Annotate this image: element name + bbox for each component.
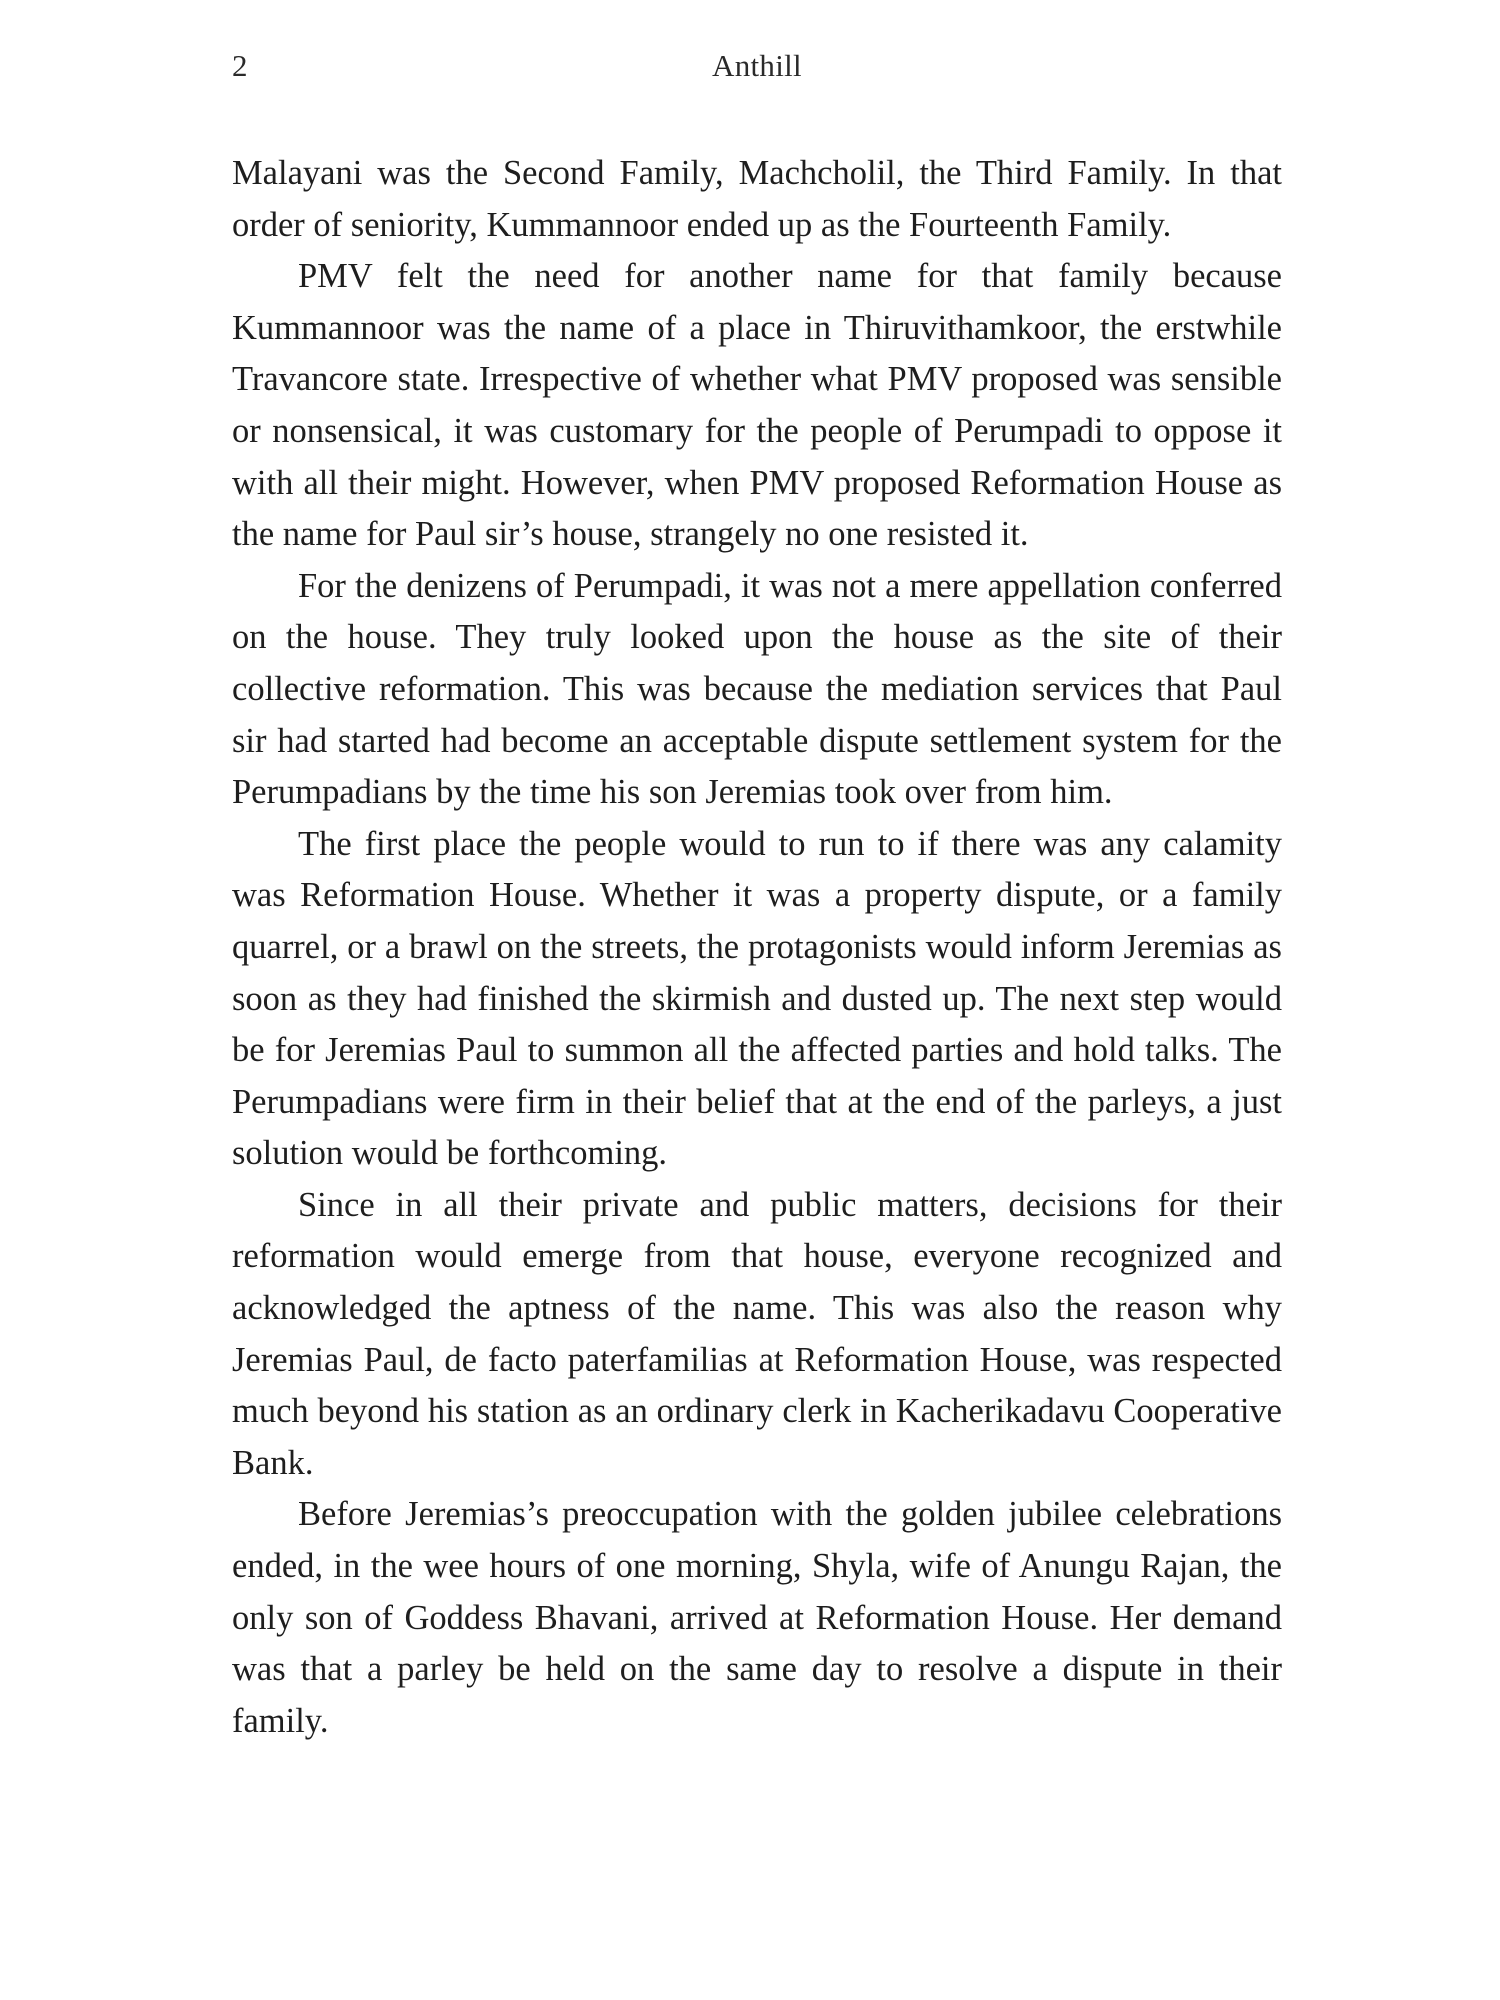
paragraph-3: For the denizens of Perumpadi, it was not a mere appellation conferred on the house. They truly looked upon the house as the site of their collective reformation. This was because the mediation services that Paul sir had started had become an acceptable dispute settlement system for the Perumpadians by the time his son Jeremias took over from him. (232, 566, 1282, 812)
page-number: 2 (232, 48, 248, 83)
paragraph-2: PMV felt the need for another name for that family because Kummannoor was the name of a place in Thiruvithamkoor, the erstwhile Travancore state. Irrespective of whether what PMV proposed was sensible or nonsensical, it was customary for the people of Perumpadi to oppose it with all their might. However, when PMV proposed Reformation House as the name for Paul sir’s house, strangely no one resisted it. (232, 257, 1282, 554)
paragraph-6: Before Jeremias’s preoccupation with the golden jubilee celebrations ended, in the wee hours of one morning, Shyla, wife of Anungu Rajan, the only son of Goddess Bhavani, arrived at Reformation House. Her demand was that a parley be held on the same day to resolve a dispute in their family. (232, 1495, 1282, 1740)
paragraph-4: The first place the people would to run to if there was any calamity was Reformation House. Whether it was a property dispute, or a family quarrel, or a brawl on the streets, the protagonists would inform Jeremias as soon as they had finished the skirmish and dusted up. The next step would be for Jeremias Paul to summon all the affected parties and hold talks. The Perumpadians were firm in their belief that at the end of the parleys, a just solution would be forthcoming. (232, 824, 1282, 1173)
body-text (232, 148, 1282, 1747)
running-head (232, 48, 1282, 92)
book-title: Anthill (712, 48, 802, 83)
paragraph-5: Since in all their private and public matters, decisions for their reformation would emerge from that house, everyone recognized and acknowledged the aptness of the name. This was also the reason why Jeremias Paul, de facto paterfamilias at Reformation House, was respected much beyond his station as an ordinary clerk in Kacherikadavu Cooperative Bank. (232, 1185, 1282, 1482)
paragraph-1: Malayani was the Second Family, Machcholil, the Third Family. In that order of seniority, Kummannoor ended up as the Fourteenth Family. (232, 154, 1282, 244)
